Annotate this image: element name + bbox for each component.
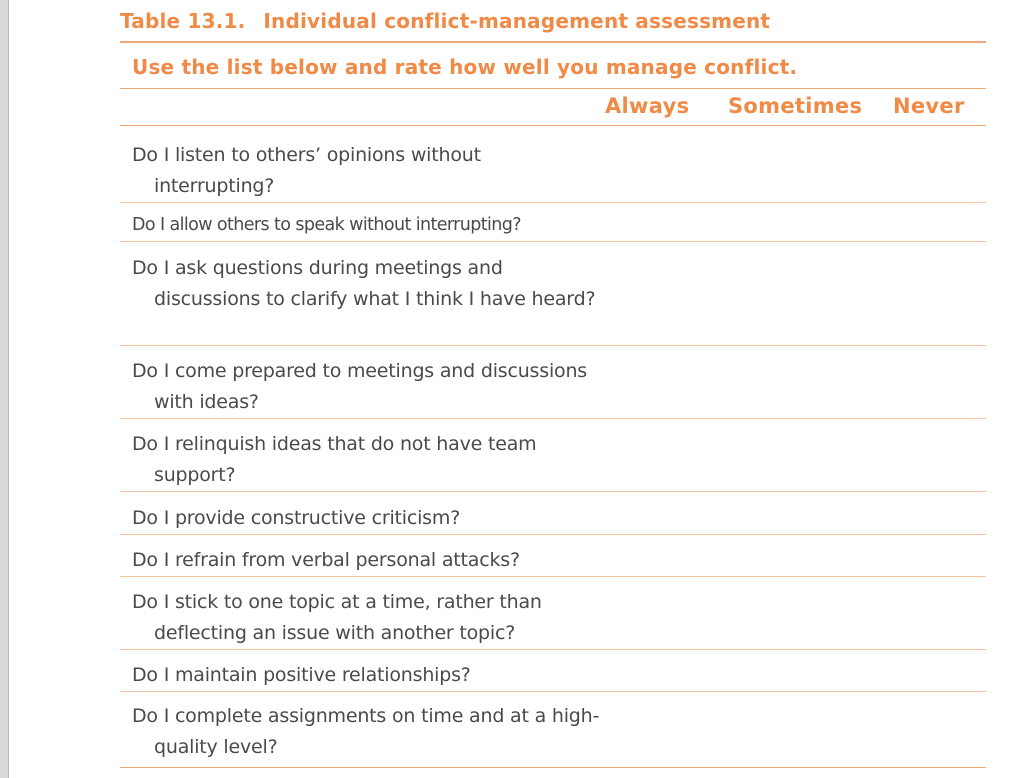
row-separator: [120, 491, 986, 492]
row-separator: [120, 202, 986, 203]
question-row: Do I provide constructive criticism?: [132, 507, 461, 529]
row-separator: [120, 534, 986, 535]
page-margin-strip: [0, 0, 8, 778]
question-row: Do I relinquish ideas that do not have team support?: [132, 433, 537, 486]
header-rule: [120, 125, 986, 126]
column-header-sometimes: Sometimes: [728, 94, 863, 118]
question-row: Do I ask questions during meetings and discussions to clarify what I think I have heard?: [132, 257, 596, 310]
row-separator: [120, 576, 986, 577]
row-separator: [120, 241, 986, 242]
question-row: Do I listen to others’ opinions without interrupting?: [132, 144, 481, 197]
row-separator: [120, 418, 986, 419]
page-margin-edge: [8, 0, 9, 778]
table-number: Table 13.1.: [120, 9, 246, 33]
question-row: Do I allow others to speak without interrupting?: [132, 215, 521, 235]
table-title-text: Individual conflict-management assessment: [263, 9, 771, 33]
column-header-never: Never: [893, 94, 965, 118]
row-separator: [120, 345, 986, 346]
question-row: Do I refrain from verbal personal attacks?: [132, 549, 520, 571]
row-separator: [120, 691, 986, 692]
column-header-always: Always: [605, 94, 690, 118]
bottom-rule: [120, 767, 986, 768]
question-row: Do I come prepared to meetings and discussions with ideas?: [132, 360, 588, 413]
title-rule: [120, 41, 986, 43]
question-row: Do I complete assignments on time and at a high-quality level?: [132, 705, 600, 758]
question-row: Do I maintain positive relationships?: [132, 664, 471, 686]
table-instruction: Use the list below and rate how well you manage conflict.: [132, 55, 798, 79]
row-separator: [120, 649, 986, 650]
question-row: Do I stick to one topic at a time, rather than deflecting an issue with another topic?: [132, 591, 542, 644]
table-title: [120, 9, 770, 33]
instruction-rule: [120, 88, 986, 89]
